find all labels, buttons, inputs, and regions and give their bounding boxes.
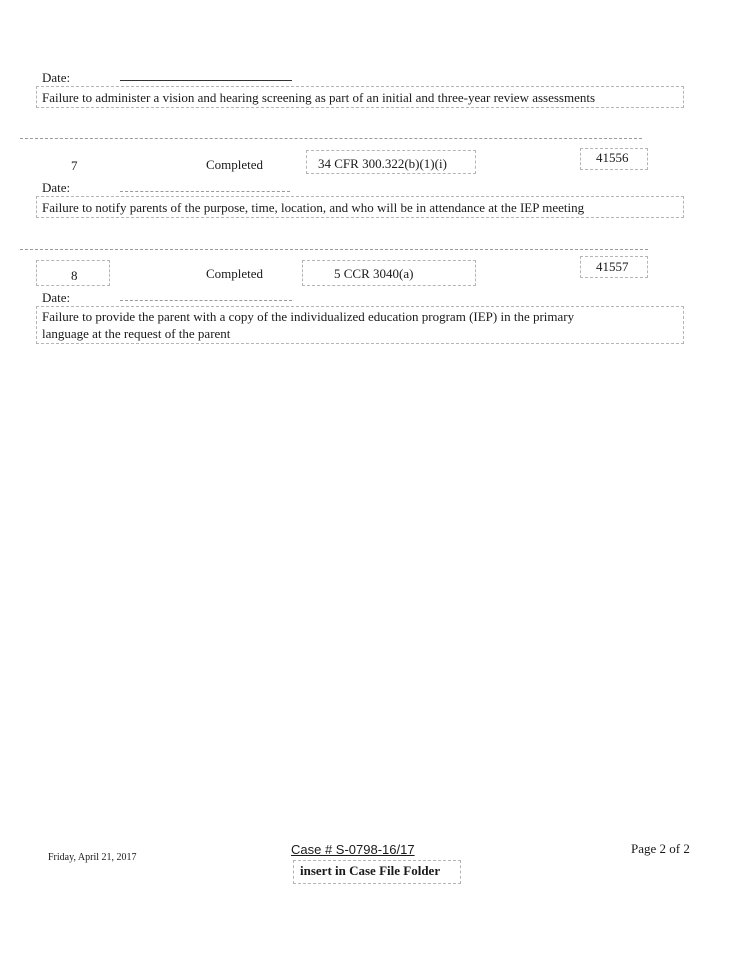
- item-code: 41557: [596, 259, 629, 274]
- date-underline: [120, 80, 292, 81]
- date-underline: [120, 300, 292, 301]
- page-number: Page 2 of 2: [631, 841, 690, 856]
- item-code: 41556: [596, 150, 629, 165]
- item-number: 8: [71, 268, 78, 283]
- description-text: Failure to administer a vision and hearing screening as part of an initial and three-year review assessments: [42, 90, 596, 105]
- item-number: 7: [71, 158, 78, 173]
- item-status: Completed: [206, 266, 264, 281]
- date-underline: [120, 191, 290, 192]
- item-status: Completed: [206, 157, 264, 172]
- case-file-instruction: insert in Case File Folder: [300, 863, 441, 878]
- row-divider: [20, 138, 642, 139]
- item-citation: 34 CFR 300.322(b)(1)(i): [318, 156, 447, 171]
- date-label: Date:: [42, 290, 71, 305]
- case-number: Case # S-0798-16/17: [291, 842, 415, 857]
- description-text-line-1: Failure to provide the parent with a copy of the individualized education program (IEP) in the primary: [42, 309, 575, 324]
- description-text-line-2: language at the request of the parent: [42, 326, 231, 341]
- date-label: Date:: [42, 70, 71, 85]
- date-label: Date:: [42, 180, 71, 195]
- item-citation: 5 CCR 3040(a): [334, 266, 414, 281]
- description-text: Failure to notify parents of the purpose, time, location, and who will be in attendance at the IEP meeting: [42, 200, 585, 215]
- footer-date: Friday, April 21, 2017: [48, 852, 137, 863]
- row-divider: [20, 249, 648, 250]
